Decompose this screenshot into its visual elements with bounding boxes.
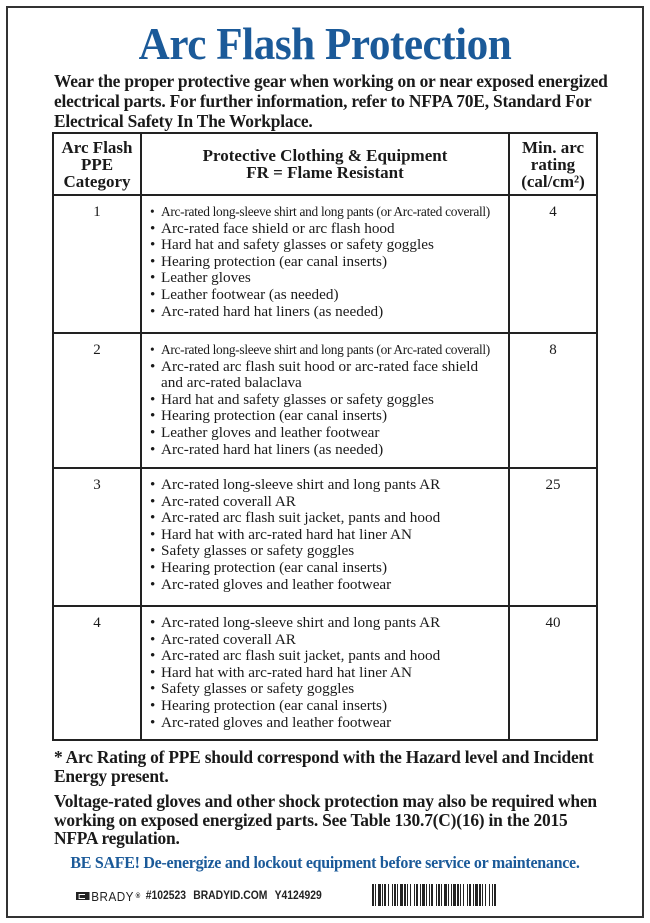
brand-name: BRADY bbox=[91, 888, 134, 904]
barcode-icon bbox=[372, 884, 554, 906]
list-item: • Arc-rated arc flash suit jacket, pants and hood bbox=[150, 510, 502, 527]
header-rating-line: Min. arc bbox=[521, 137, 584, 157]
website: BRADYID.COM bbox=[193, 890, 268, 902]
list-item: • Hard hat with arc-rated hard hat liner AN bbox=[150, 527, 502, 544]
header-equipment bbox=[141, 133, 509, 195]
barcode-bar bbox=[496, 884, 498, 906]
category-cell: 1 bbox=[53, 195, 141, 333]
equipment-cell bbox=[141, 606, 509, 740]
header-category-line: Arc Flash bbox=[61, 137, 133, 157]
table-row bbox=[53, 468, 597, 606]
table-header-row bbox=[53, 133, 597, 195]
list-item: • Arc-rated hard hat liners (as needed) bbox=[150, 442, 502, 459]
list-item: • Hard hat and safety glasses or safety goggles bbox=[150, 237, 502, 254]
header-equipment-line: Protective Clothing & Equipment bbox=[202, 146, 448, 165]
list-item: • Safety glasses or safety goggles bbox=[150, 681, 502, 698]
equipment-cell bbox=[141, 195, 509, 333]
category-cell: 2 bbox=[53, 333, 141, 468]
header-rating-line: rating bbox=[530, 154, 576, 174]
list-item: • Arc-rated long-sleeve shirt and long pants (or Arc-rated coverall) bbox=[150, 342, 502, 359]
list-item: • Arc-rated long-sleeve shirt and long pants AR bbox=[150, 477, 502, 494]
list-item: • Hearing protection (ear canal inserts) bbox=[150, 698, 502, 715]
list-item: • Leather footwear (as needed) bbox=[150, 287, 502, 304]
list-item: • Hearing protection (ear canal inserts) bbox=[150, 408, 502, 425]
list-item: • Hearing protection (ear canal inserts) bbox=[150, 254, 502, 271]
rating-cell: 8 bbox=[509, 333, 597, 468]
list-item: • Arc-rated long-sleeve shirt and long pants AR bbox=[150, 615, 502, 632]
product-code: Y4124929 bbox=[274, 890, 322, 902]
table-row bbox=[53, 195, 597, 333]
ppe-table bbox=[52, 132, 598, 741]
rating-cell: 25 bbox=[509, 468, 597, 606]
table-row bbox=[53, 333, 597, 468]
category-cell: 3 bbox=[53, 468, 141, 606]
list-item: • Arc-rated arc flash suit jacket, pants and hood bbox=[150, 648, 502, 665]
list-item: • Arc-rated coverall AR bbox=[150, 632, 502, 649]
list-item: • Leather gloves and leather footwear bbox=[150, 425, 502, 442]
header-rating bbox=[509, 133, 597, 195]
rating-cell: 4 bbox=[509, 195, 597, 333]
equipment-list bbox=[150, 342, 502, 458]
list-item: • Arc-rated face shield or arc flash hood bbox=[150, 221, 502, 238]
list-item: • Hard hat with arc-rated hard hat liner AN bbox=[150, 665, 502, 682]
be-safe-banner: BE SAFE! De-energize and lockout equipment before service or maintenance. bbox=[70, 853, 580, 872]
equipment-cell bbox=[141, 333, 509, 468]
equipment-list bbox=[150, 477, 502, 593]
rating-cell: 40 bbox=[509, 606, 597, 740]
category-cell: 4 bbox=[53, 606, 141, 740]
equipment-list bbox=[150, 204, 502, 320]
list-item: • Safety glasses or safety goggles bbox=[150, 543, 502, 560]
equipment-list bbox=[150, 615, 502, 731]
arc-rating-note: * Arc Rating of PPE should correspond with the Hazard level and Incident Energy present. bbox=[54, 747, 594, 786]
list-item: • Leather gloves bbox=[150, 270, 502, 287]
sign-title: Arc Flash Protection bbox=[138, 19, 512, 69]
list-item: • Hearing protection (ear canal inserts) bbox=[150, 560, 502, 577]
header-rating-line: (cal/cm²) bbox=[521, 171, 585, 191]
list-item: • Arc-rated gloves and leather footwear bbox=[150, 715, 502, 732]
list-item: • Arc-rated hard hat liners (as needed) bbox=[150, 304, 502, 321]
header-category bbox=[53, 133, 141, 195]
intro-text: Wear the proper protective gear when working on or near exposed energized electrical parts. For further information, refer to NFPA 70E, Standard For Electrical Safety In The Workplace. bbox=[54, 71, 608, 131]
list-item: • Arc-rated coverall AR bbox=[150, 494, 502, 511]
registered-mark: ® bbox=[135, 892, 141, 900]
brady-logo-icon bbox=[76, 892, 90, 900]
list-item: • Arc-rated gloves and leather footwear bbox=[150, 577, 502, 594]
table-row bbox=[53, 606, 597, 740]
header-category-line: PPE bbox=[80, 154, 114, 174]
header-category-line: Category bbox=[63, 171, 131, 191]
list-item: • Arc-rated arc flash suit hood or arc-rated face shield and arc-rated balaclava bbox=[150, 359, 502, 392]
footer bbox=[76, 884, 322, 908]
equipment-cell bbox=[141, 468, 509, 606]
shock-protection-note: Voltage-rated gloves and other shock protection may also be required when working on exposed energized parts. See Table 130.7(C)(16) in the 2015 NFPA regulation. bbox=[54, 791, 597, 848]
header-equipment-line: FR = Flame Resistant bbox=[246, 163, 404, 182]
list-item: • Arc-rated long-sleeve shirt and long pants (or Arc-rated coverall) bbox=[150, 204, 502, 221]
part-number: #102523 bbox=[145, 890, 187, 902]
list-item: • Hard hat and safety glasses or safety goggles bbox=[150, 392, 502, 409]
